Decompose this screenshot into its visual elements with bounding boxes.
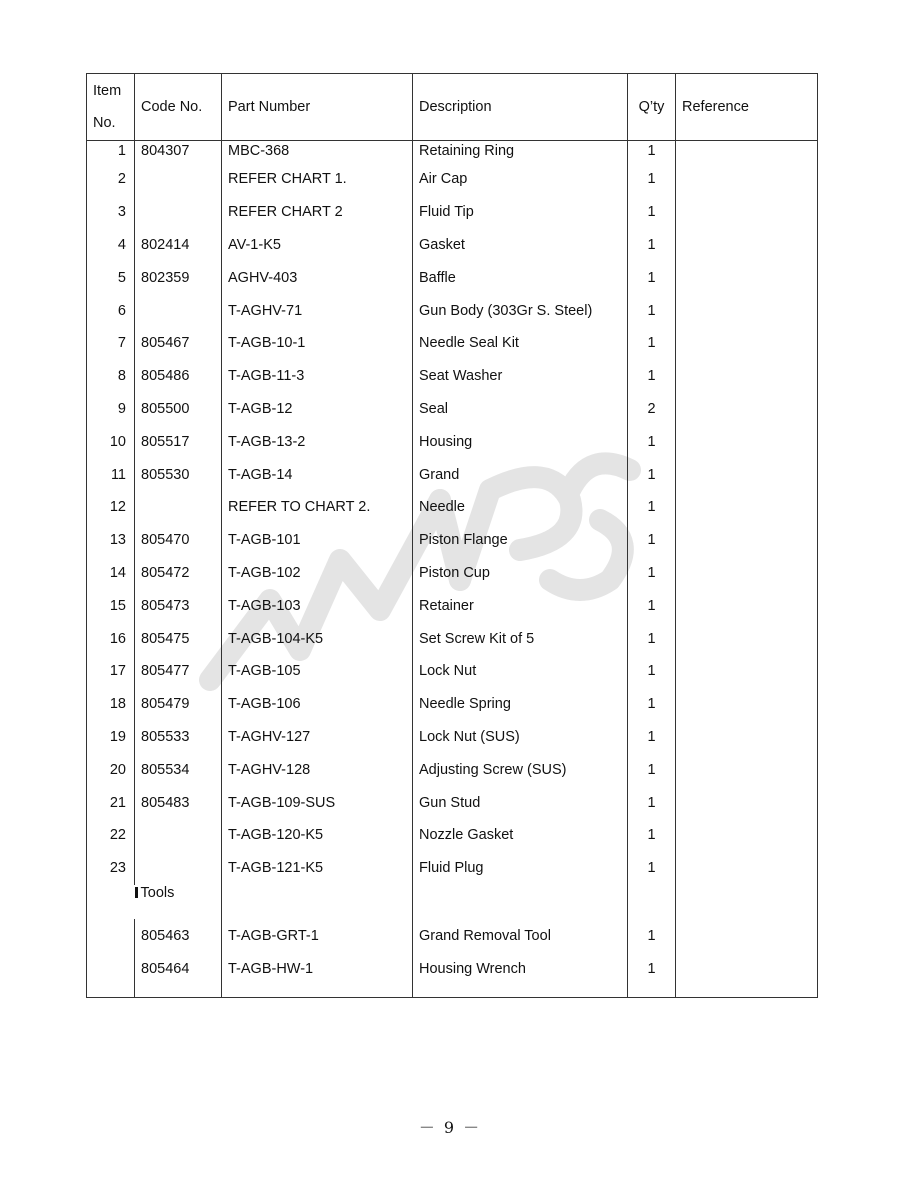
qty-cell: 1 (628, 589, 676, 622)
reference-cell (676, 919, 818, 952)
part-number-cell: T-AGB-103 (222, 589, 413, 622)
qty-cell: 1 (628, 753, 676, 786)
code-no-cell (135, 852, 222, 885)
qty-cell: 1 (628, 360, 676, 393)
code-no-cell: 805464 (135, 952, 222, 997)
part-number-cell: T-AGB-10-1 (222, 327, 413, 360)
header-description: Description (413, 74, 628, 141)
description-cell: Nozzle Gasket (413, 819, 628, 852)
reference-cell (676, 589, 818, 622)
item-no-cell: 14 (87, 557, 135, 590)
table-row (87, 163, 818, 196)
code-no-cell: 805470 (135, 524, 222, 557)
qty-cell: 1 (628, 655, 676, 688)
description-cell: Grand (413, 458, 628, 491)
code-no-cell: 805463 (135, 919, 222, 952)
reference-cell (676, 952, 818, 997)
code-no-cell: 805473 (135, 589, 222, 622)
table-row (87, 261, 818, 294)
table-row (87, 655, 818, 688)
tools-code-cell (135, 885, 222, 920)
reference-cell (676, 491, 818, 524)
table-row (87, 557, 818, 590)
code-no-cell: 805533 (135, 721, 222, 754)
part-number-cell: T-AGB-14 (222, 458, 413, 491)
table-row (87, 688, 818, 721)
item-no-cell: 1 (87, 141, 135, 164)
item-no-cell: 16 (87, 622, 135, 655)
reference-cell (676, 753, 818, 786)
table-row (87, 786, 818, 819)
reference-cell (676, 196, 818, 229)
reference-cell (676, 786, 818, 819)
qty-cell: 1 (628, 163, 676, 196)
reference-cell (676, 425, 818, 458)
code-no-cell: 805530 (135, 458, 222, 491)
item-no-cell: 22 (87, 819, 135, 852)
part-number-cell: T-AGHV-71 (222, 294, 413, 327)
qty-cell: 2 (628, 393, 676, 426)
part-number-cell: T-AGB-102 (222, 557, 413, 590)
table-row (87, 294, 818, 327)
part-number-cell: T-AGB-105 (222, 655, 413, 688)
code-no-cell: 805472 (135, 557, 222, 590)
code-no-cell: 805477 (135, 655, 222, 688)
header-item-line1: Item (93, 83, 122, 99)
code-no-cell: 805475 (135, 622, 222, 655)
table-row (87, 721, 818, 754)
code-no-cell: 802359 (135, 261, 222, 294)
part-number-cell: T-AGB-HW-1 (222, 952, 413, 997)
reference-cell (676, 458, 818, 491)
table-row (87, 753, 818, 786)
tool-row (87, 919, 818, 952)
description-cell: Baffle (413, 261, 628, 294)
qty-cell: 1 (628, 425, 676, 458)
header-reference: Reference (676, 74, 818, 141)
qty-cell: 1 (628, 524, 676, 557)
description-cell: Needle Seal Kit (413, 327, 628, 360)
item-no-cell: 5 (87, 261, 135, 294)
code-no-cell: 805534 (135, 753, 222, 786)
description-cell: Set Screw Kit of 5 (413, 622, 628, 655)
qty-cell: 1 (628, 229, 676, 262)
code-no-cell: 802414 (135, 229, 222, 262)
parts-table-body (87, 141, 818, 998)
description-cell: Housing (413, 425, 628, 458)
table-header-row (87, 74, 818, 141)
qty-cell: 1 (628, 491, 676, 524)
code-no-cell: 805486 (135, 360, 222, 393)
part-number-cell: T-AGB-106 (222, 688, 413, 721)
description-cell: Adjusting Screw (SUS) (413, 753, 628, 786)
code-no-cell: 804307 (135, 141, 222, 164)
qty-cell: 1 (628, 141, 676, 164)
item-no-cell: 4 (87, 229, 135, 262)
code-no-cell (135, 163, 222, 196)
description-cell: Gun Stud (413, 786, 628, 819)
reference-cell (676, 327, 818, 360)
table-row (87, 589, 818, 622)
part-number-cell: AV-1-K5 (222, 229, 413, 262)
description-cell: Needle Spring (413, 688, 628, 721)
code-no-cell (135, 491, 222, 524)
part-number-cell: T-AGB-109-SUS (222, 786, 413, 819)
header-part-number: Part Number (222, 74, 413, 141)
header-item-no (87, 74, 135, 141)
code-no-cell (135, 294, 222, 327)
reference-cell (676, 229, 818, 262)
code-no-cell (135, 196, 222, 229)
table-row (87, 819, 818, 852)
qty-cell: 1 (628, 721, 676, 754)
description-cell: Fluid Plug (413, 852, 628, 885)
item-no-cell: 13 (87, 524, 135, 557)
table-row (87, 196, 818, 229)
tools-item-cell (87, 885, 135, 920)
part-number-cell: T-AGB-104-K5 (222, 622, 413, 655)
qty-cell: 1 (628, 294, 676, 327)
part-number-cell: T-AGB-121-K5 (222, 852, 413, 885)
code-no-cell: 805517 (135, 425, 222, 458)
qty-cell: 1 (628, 786, 676, 819)
qty-cell: 1 (628, 557, 676, 590)
part-number-cell: REFER CHART 1. (222, 163, 413, 196)
table-row (87, 360, 818, 393)
item-no-cell (87, 919, 135, 952)
qty-cell: 1 (628, 622, 676, 655)
qty-cell: 1 (628, 688, 676, 721)
item-no-cell: 20 (87, 753, 135, 786)
item-no-cell: 17 (87, 655, 135, 688)
code-no-cell: 805483 (135, 786, 222, 819)
parts-table (86, 73, 818, 998)
code-no-cell: 805467 (135, 327, 222, 360)
description-cell: Gasket (413, 229, 628, 262)
reference-cell (676, 622, 818, 655)
description-cell: Retainer (413, 589, 628, 622)
qty-cell: 1 (628, 819, 676, 852)
item-no-cell: 2 (87, 163, 135, 196)
black-square-icon (135, 887, 138, 898)
item-no-cell: 11 (87, 458, 135, 491)
part-number-cell: T-AGB-101 (222, 524, 413, 557)
reference-cell (676, 393, 818, 426)
description-cell: Gun Body (303Gr S. Steel) (413, 294, 628, 327)
qty-cell: 1 (628, 327, 676, 360)
part-number-cell: T-AGB-13-2 (222, 425, 413, 458)
item-no-cell: 12 (87, 491, 135, 524)
part-number-cell: MBC-368 (222, 141, 413, 164)
reference-cell (676, 261, 818, 294)
table-row (87, 458, 818, 491)
table-row (87, 852, 818, 885)
table-row (87, 622, 818, 655)
code-no-cell: 805500 (135, 393, 222, 426)
reference-cell (676, 141, 818, 164)
tools-heading-row (87, 885, 818, 920)
part-number-cell: T-AGB-GRT-1 (222, 919, 413, 952)
item-no-cell: 3 (87, 196, 135, 229)
description-cell: Air Cap (413, 163, 628, 196)
reference-cell (676, 688, 818, 721)
part-number-cell: AGHV-403 (222, 261, 413, 294)
item-no-cell: 23 (87, 852, 135, 885)
page-number: － 9 － (418, 1118, 482, 1137)
table-row (87, 327, 818, 360)
reference-cell (676, 360, 818, 393)
table-row (87, 524, 818, 557)
reference-cell (676, 655, 818, 688)
part-number-cell: REFER CHART 2 (222, 196, 413, 229)
item-no-cell: 21 (87, 786, 135, 819)
tools-label (135, 885, 175, 901)
header-item-line2: No. (93, 115, 116, 131)
description-cell: Needle (413, 491, 628, 524)
description-cell: Piston Flange (413, 524, 628, 557)
item-no-cell: 10 (87, 425, 135, 458)
empty-cell (676, 885, 818, 920)
code-no-cell (135, 819, 222, 852)
table-row (87, 425, 818, 458)
item-no-cell: 18 (87, 688, 135, 721)
description-cell: Retaining Ring (413, 141, 628, 164)
qty-cell: 1 (628, 458, 676, 491)
reference-cell (676, 721, 818, 754)
qty-cell: 1 (628, 952, 676, 997)
empty-cell (413, 885, 628, 920)
description-cell: Seat Washer (413, 360, 628, 393)
item-no-cell (87, 952, 135, 997)
table-row (87, 491, 818, 524)
description-cell: Seal (413, 393, 628, 426)
reference-cell (676, 852, 818, 885)
description-cell: Lock Nut (413, 655, 628, 688)
description-cell: Grand Removal Tool (413, 919, 628, 952)
part-number-cell: T-AGHV-128 (222, 753, 413, 786)
description-cell: Fluid Tip (413, 196, 628, 229)
item-no-cell: 7 (87, 327, 135, 360)
reference-cell (676, 557, 818, 590)
part-number-cell: T-AGB-11-3 (222, 360, 413, 393)
table-row (87, 229, 818, 262)
code-no-cell: 805479 (135, 688, 222, 721)
qty-cell: 1 (628, 261, 676, 294)
part-number-cell: T-AGHV-127 (222, 721, 413, 754)
table-row (87, 141, 818, 164)
tool-row (87, 952, 818, 997)
part-number-cell: T-AGB-120-K5 (222, 819, 413, 852)
header-code-no: Code No. (135, 74, 222, 141)
part-number-cell: REFER TO CHART 2. (222, 491, 413, 524)
header-qty: Q’ty (628, 74, 676, 141)
part-number-cell: T-AGB-12 (222, 393, 413, 426)
reference-cell (676, 163, 818, 196)
tools-label-text: Tools (140, 884, 175, 901)
item-no-cell: 15 (87, 589, 135, 622)
description-cell: Housing Wrench (413, 952, 628, 997)
qty-cell: 1 (628, 852, 676, 885)
table-row (87, 393, 818, 426)
reference-cell (676, 524, 818, 557)
item-no-cell: 19 (87, 721, 135, 754)
item-no-cell: 8 (87, 360, 135, 393)
reference-cell (676, 819, 818, 852)
item-no-cell: 9 (87, 393, 135, 426)
reference-cell (676, 294, 818, 327)
qty-cell: 1 (628, 196, 676, 229)
description-cell: Piston Cup (413, 557, 628, 590)
qty-cell: 1 (628, 919, 676, 952)
item-no-cell: 6 (87, 294, 135, 327)
description-cell: Lock Nut (SUS) (413, 721, 628, 754)
empty-cell (628, 885, 676, 920)
empty-cell (222, 885, 413, 920)
